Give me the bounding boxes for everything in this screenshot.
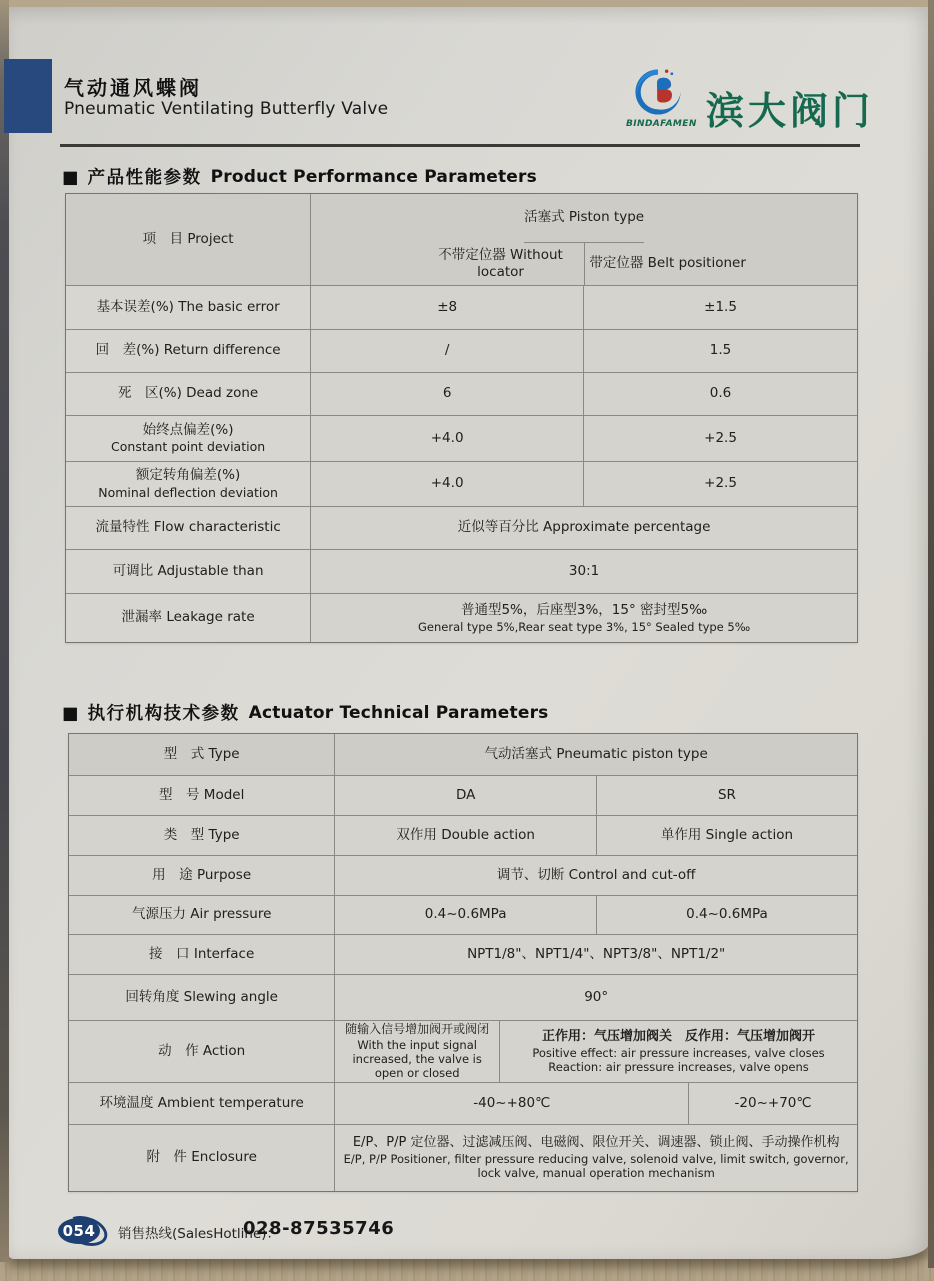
air-pressure-sr: 0.4~0.6MPa (686, 906, 768, 923)
row-label-action: 动 作 Action (69, 1021, 335, 1082)
logo-wordmark: BINDAFAMEN (626, 119, 697, 129)
col-header-belt-positioner: 带定位器 Belt positioner (589, 255, 746, 272)
nominal-deflection-belt: +2.5 (704, 475, 737, 492)
table-row (69, 856, 857, 896)
row-label-constant-point (66, 416, 311, 461)
row-label-action-type: 类 型 Type (69, 816, 335, 855)
air-pressure-da: 0.4~0.6MPa (335, 896, 597, 934)
row-label-nominal-deflection-en: Nominal deflection deviation (98, 484, 278, 500)
table-row (69, 1021, 857, 1083)
action-type-double: 双作用 Double action (335, 816, 597, 855)
action-signal-en: With the input signal increased, the valve is open or closed (352, 1037, 482, 1081)
section-heading-actuator (62, 700, 549, 725)
enclosure-en: E/P, P/P Positioner, filter pressure reducing valve, solenoid valve, limit switch, governor, lock valve, manual operation mechanism (343, 1152, 849, 1181)
row-label-interface: 接 口 Interface (69, 935, 335, 974)
row-label-slewing-angle: 回转角度 Slewing angle (69, 975, 335, 1020)
section-heading-performance (62, 164, 537, 189)
row-label-nominal-deflection-zh: 额定转角偏差(%) (135, 467, 241, 484)
row-label-ambient-temperature: 环境温度 Ambient temperature (69, 1083, 335, 1124)
nominal-deflection-without: +4.0 (311, 462, 584, 506)
basic-error-without: ±8 (311, 286, 584, 329)
row-label-basic-error: 基本误差(%) The basic error (66, 286, 311, 329)
ambient-temperature-da: -40~+80℃ (335, 1083, 689, 1124)
table-row (66, 416, 857, 462)
sales-hotline-phone: 028-87535746 (243, 1218, 395, 1239)
row-label-leakage-rate: 泄漏率 Leakage rate (66, 594, 311, 642)
col-header-piston-type: 活塞式 Piston type (524, 194, 644, 243)
col-header-without-locator: 不带定位器 Without locator (418, 243, 585, 285)
action-effect-en2: Reaction: air pressure increases, valve opens (548, 1059, 809, 1074)
bindafamen-logo-icon (632, 66, 684, 118)
adjustable-value: 30:1 (568, 562, 600, 579)
leakage-rate-en: General type 5%,Rear seat type 3%, 15° Sealed type 5‰ (418, 619, 751, 634)
actuator-table (68, 733, 858, 1192)
page-title-en: Pneumatic Ventilating Butterfly Valve (64, 99, 389, 119)
row-label-model: 型 号 Model (69, 776, 335, 815)
ambient-temperature-sr: -20~+70℃ (734, 1094, 812, 1111)
table-row (66, 550, 857, 594)
action-effect-en1: Positive effect: air pressure increases, valve closes (532, 1045, 825, 1060)
table-row (69, 816, 857, 856)
dead-zone-without: 6 (311, 373, 584, 415)
table-row (69, 776, 857, 816)
model-sr: SR (717, 786, 736, 803)
row-label-flow-characteristic: 流量特性 Flow characteristic (66, 507, 311, 549)
brand-name-zh: 滨大阀门 (706, 89, 875, 133)
model-da: DA (335, 776, 597, 815)
row-label-dead-zone: 死 区(%) Dead zone (66, 373, 311, 415)
action-type-single: 单作用 Single action (660, 826, 794, 843)
action-effect-cell (500, 1021, 857, 1082)
header-blue-block (4, 59, 52, 133)
table-row (66, 286, 857, 330)
col-header-piston-group (311, 194, 857, 285)
row-label-purpose: 用 途 Purpose (69, 856, 335, 895)
purpose-value: 调节、切断 Control and cut-off (496, 866, 696, 883)
action-effect-zh: 正作用：气压增加阀关 反作用：气压增加阀开 (542, 1028, 816, 1044)
row-label-return-difference: 回 差(%) Return difference (66, 330, 311, 372)
table-row (69, 734, 857, 776)
table-row (69, 935, 857, 975)
action-signal-cell (335, 1021, 500, 1082)
section-heading-performance-en: Product Performance Parameters (210, 166, 537, 187)
col-header-project: 项 目 Project (66, 194, 311, 285)
table-row (66, 594, 857, 642)
table-row (69, 1125, 857, 1191)
section-heading-performance-zh: ■ 产品性能参数 (62, 168, 202, 188)
slewing-angle-value: 90° (584, 988, 609, 1005)
constant-point-belt: +2.5 (704, 429, 737, 446)
page-number: 054 (58, 1218, 100, 1244)
row-label-constant-point-en: Constant point deviation (111, 439, 266, 455)
return-difference-without: / (311, 330, 584, 372)
table-row (69, 896, 857, 935)
table-row (66, 330, 857, 373)
enclosure-zh: E/P、P/P 定位器、过滤减压阀、电磁阀、限位开关、调速器、锁止阀、手动操作机构 (352, 1135, 840, 1151)
return-difference-belt: 1.5 (709, 342, 732, 359)
table-row (69, 975, 857, 1021)
leakage-rate-zh: 普通型5%，后座型3%，15° 密封型5‰ (460, 602, 708, 619)
interface-value: NPT1/8"、NPT1/4"、NPT3/8"、NPT1/2" (467, 945, 726, 962)
enclosure-value (335, 1125, 857, 1191)
page-number-badge (58, 1217, 110, 1245)
action-signal-zh: 随输入信号增加阀开或阀闭 (345, 1022, 490, 1037)
row-label-nominal-deflection (66, 462, 311, 506)
page-title-zh: 气动通风蝶阀 (64, 76, 202, 100)
row-label-air-pressure: 气源压力 Air pressure (69, 896, 335, 934)
table-row (66, 373, 857, 416)
sales-hotline-label: 销售热线(SalesHotline)： (118, 1226, 281, 1242)
row-label-type-style: 型 式 Type (69, 734, 335, 775)
row-label-adjustable: 可调比 Adjustable than (66, 550, 311, 593)
company-logo (626, 66, 697, 129)
table-row (69, 1083, 857, 1125)
row-label-enclosure: 附 件 Enclosure (69, 1125, 335, 1191)
flow-characteristic-value: 近似等百分比 Approximate percentage (457, 519, 711, 536)
performance-table (65, 193, 858, 643)
leakage-rate-value (311, 594, 857, 642)
table-row (66, 462, 857, 507)
type-style-value: 气动活塞式 Pneumatic piston type (335, 734, 857, 775)
table-header-row (66, 194, 857, 286)
section-heading-actuator-zh: ■ 执行机构技术参数 (62, 704, 240, 724)
dead-zone-belt: 0.6 (709, 385, 732, 402)
basic-error-belt: ±1.5 (704, 298, 737, 315)
header-divider (60, 144, 860, 147)
table-row (66, 507, 857, 550)
row-label-constant-point-zh: 始终点偏差(%) (142, 421, 234, 438)
section-heading-actuator-en: Actuator Technical Parameters (248, 702, 549, 723)
constant-point-without: +4.0 (311, 416, 584, 461)
